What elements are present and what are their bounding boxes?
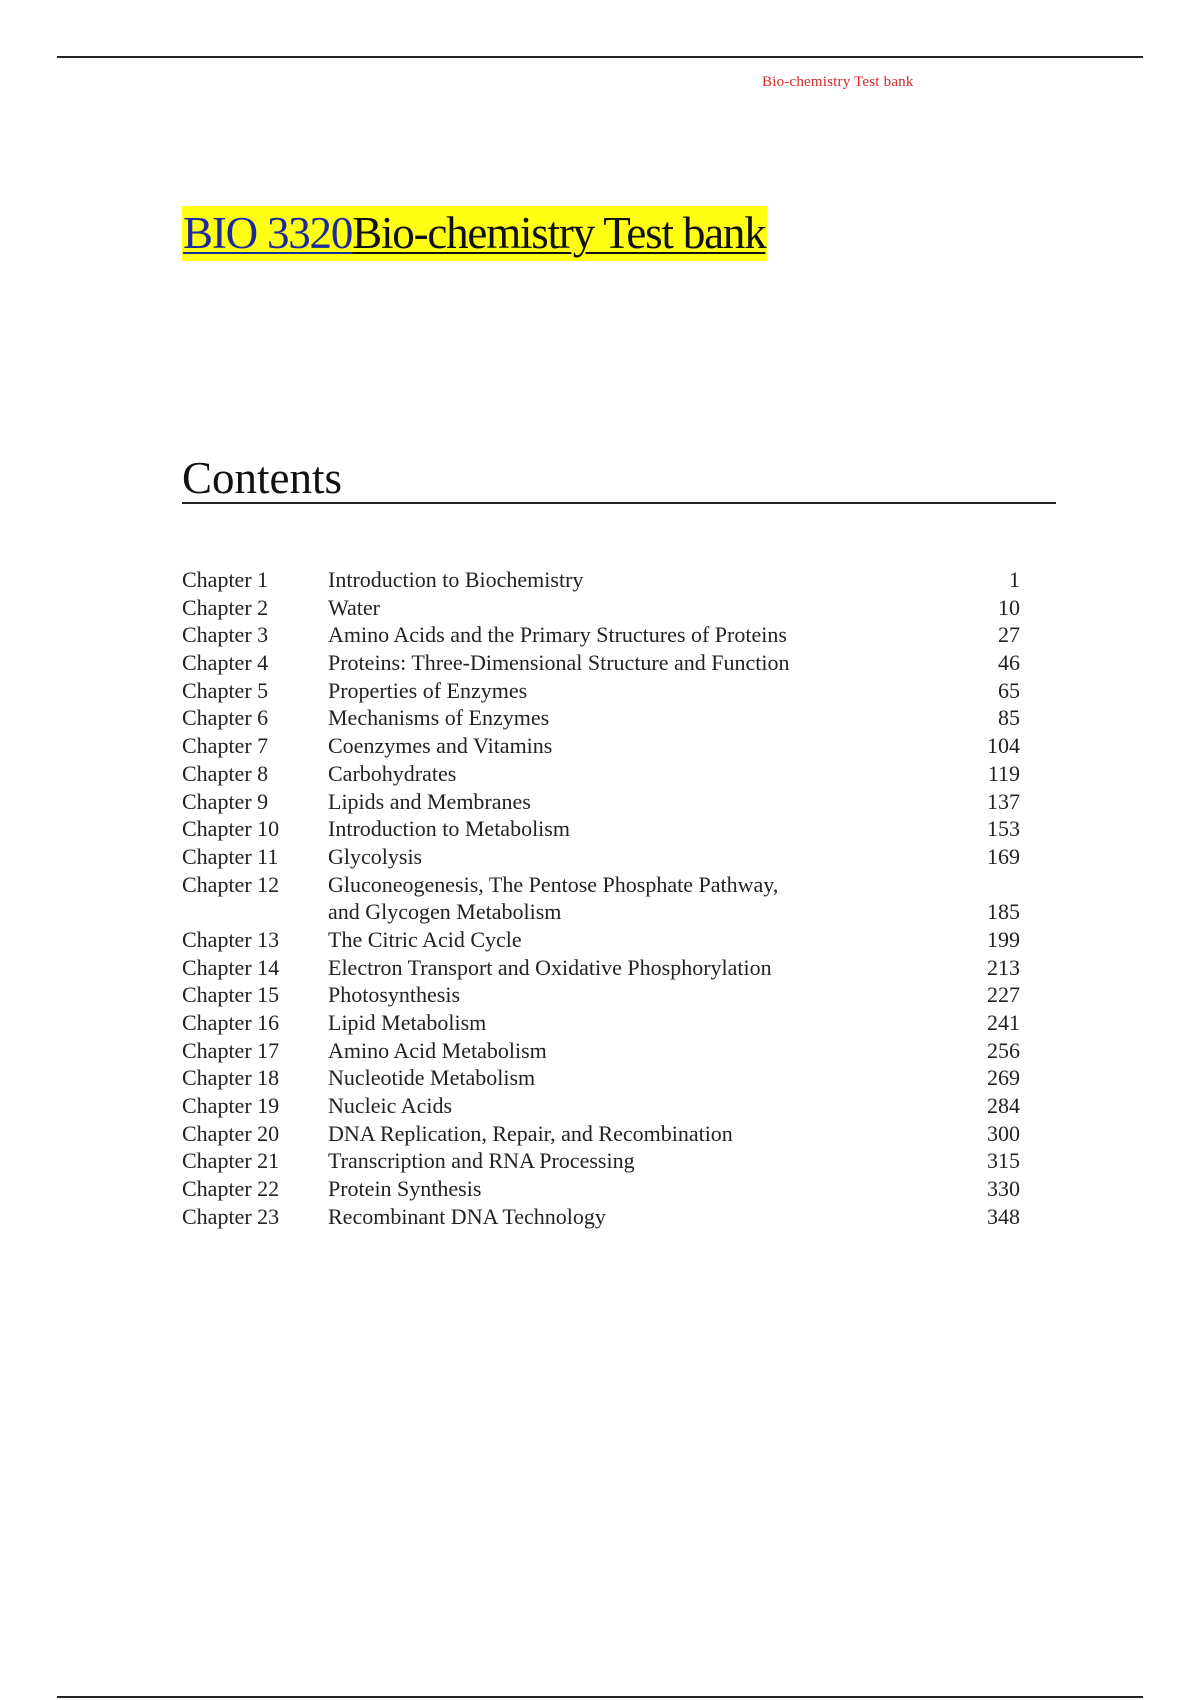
toc-title-line: Protein Synthesis: [328, 1176, 482, 1202]
toc-chapter-title: [328, 1175, 908, 1203]
toc-page-number: 46: [998, 650, 1020, 676]
toc-chapter-title: [328, 981, 908, 1009]
toc-chapter-label: Chapter 13: [182, 926, 280, 952]
toc-title-line: Gluconeogenesis, The Pentose Phosphate Pathway,: [328, 871, 779, 897]
toc-chapter-label: Chapter 18: [182, 1065, 280, 1091]
toc-page-number: 85: [998, 705, 1020, 731]
toc-chapter-title: [328, 566, 908, 594]
toc-page-number: 153: [987, 816, 1020, 842]
toc-entry[interactable]: [182, 1037, 1022, 1065]
toc-chapter-label: Chapter 6: [182, 705, 269, 731]
toc-chapter-title: [328, 1120, 908, 1148]
toc-entry[interactable]: [182, 1120, 1022, 1148]
toc-entry[interactable]: [182, 704, 1022, 732]
toc-title-line: Amino Acids and the Primary Structures of Proteins: [328, 622, 787, 648]
toc-chapter-title: [328, 843, 908, 871]
toc-chapter-label: Chapter 11: [182, 843, 279, 869]
toc-chapter-title: [328, 926, 908, 954]
toc-entry[interactable]: [182, 566, 1022, 594]
toc-title-line: Nucleic Acids: [328, 1093, 453, 1119]
toc-title-line: Water: [328, 594, 380, 620]
footer-rule: [57, 1696, 1143, 1698]
toc-page-number: 104: [987, 733, 1020, 759]
toc-chapter-title: [328, 649, 908, 677]
toc-page-number: 199: [987, 926, 1020, 952]
toc-chapter-title: [328, 677, 908, 705]
toc-chapter-label: Chapter 9: [182, 788, 269, 814]
toc-entry[interactable]: [182, 594, 1022, 622]
toc-chapter-label: Chapter 17: [182, 1037, 280, 1063]
toc-chapter-label: Chapter 4: [182, 650, 269, 676]
toc-chapter-title: [328, 954, 908, 982]
toc-title-line: Electron Transport and Oxidative Phosphorylation: [328, 954, 772, 980]
toc-title-line: Lipids and Membranes: [328, 788, 531, 814]
toc-entry[interactable]: [182, 871, 1022, 926]
toc-title-line: Introduction to Metabolism: [328, 816, 570, 842]
toc-chapter-title: [328, 815, 908, 843]
toc-entry[interactable]: [182, 1203, 1022, 1231]
toc-chapter-label: Chapter 23: [182, 1203, 280, 1229]
toc-entry[interactable]: [182, 1147, 1022, 1175]
toc-page-number: 65: [998, 677, 1020, 703]
toc-page-number: 269: [987, 1065, 1020, 1091]
toc-chapter-label: Chapter 15: [182, 982, 280, 1008]
toc-entry[interactable]: [182, 843, 1022, 871]
toc-page-number: 227: [987, 982, 1020, 1008]
toc-chapter-label: Chapter 21: [182, 1148, 280, 1174]
toc-chapter-title: [328, 1037, 908, 1065]
header-rule: [57, 56, 1143, 58]
title-text[interactable]: Bio-chemistry Test bank: [352, 208, 766, 258]
toc-page-number: 300: [987, 1120, 1020, 1146]
toc-entry[interactable]: [182, 1092, 1022, 1120]
toc-entry[interactable]: [182, 677, 1022, 705]
toc-chapter-title: [328, 594, 908, 622]
toc-chapter-label: Chapter 7: [182, 733, 269, 759]
toc-chapter-label: Chapter 8: [182, 760, 269, 786]
toc-entry[interactable]: [182, 760, 1022, 788]
toc-chapter-label: Chapter 19: [182, 1093, 280, 1119]
toc-entry[interactable]: [182, 732, 1022, 760]
toc-entry[interactable]: [182, 981, 1022, 1009]
table-of-contents: [182, 566, 1022, 1231]
toc-chapter-title: [328, 1064, 908, 1092]
toc-title-line: Mechanisms of Enzymes: [328, 705, 550, 731]
toc-page-number: 213: [987, 954, 1020, 980]
course-code[interactable]: BIO 3320: [183, 208, 353, 258]
toc-chapter-title: [328, 871, 908, 926]
contents-rule: [182, 502, 1056, 504]
toc-title-line: Transcription and RNA Processing: [328, 1148, 635, 1174]
toc-chapter-title: [328, 1203, 908, 1231]
toc-entry[interactable]: [182, 926, 1022, 954]
toc-page-number: 284: [987, 1093, 1020, 1119]
toc-page-number: 348: [987, 1203, 1020, 1229]
toc-entry[interactable]: [182, 815, 1022, 843]
toc-chapter-title: [328, 704, 908, 732]
toc-entry[interactable]: [182, 1009, 1022, 1037]
toc-entry[interactable]: [182, 788, 1022, 816]
toc-chapter-label: Chapter 12: [182, 871, 280, 897]
toc-title-line: Glycolysis: [328, 843, 423, 869]
toc-page-number: 330: [987, 1176, 1020, 1202]
toc-page-number: 137: [987, 788, 1020, 814]
toc-chapter-title: [328, 1009, 908, 1037]
toc-entry[interactable]: [182, 621, 1022, 649]
toc-chapter-label: Chapter 1: [182, 567, 269, 592]
toc-title-line: Recombinant DNA Technology: [328, 1203, 606, 1229]
toc-chapter-title: [328, 1147, 908, 1175]
toc-entry[interactable]: [182, 954, 1022, 982]
toc-chapter-label: Chapter 16: [182, 1010, 280, 1036]
toc-chapter-label: Chapter 20: [182, 1120, 280, 1146]
toc-title-line: Coenzymes and Vitamins: [328, 733, 553, 759]
toc-page-number: 315: [987, 1148, 1020, 1174]
toc-page-number: 27: [998, 622, 1020, 648]
contents-heading: Contents: [182, 453, 343, 503]
document-title: [182, 205, 767, 261]
toc-chapter-title: [328, 760, 908, 788]
toc-page-number: 10: [998, 594, 1020, 620]
toc-chapter-label: Chapter 10: [182, 816, 280, 842]
toc-chapter-title: [328, 1092, 908, 1120]
toc-title-line: and Glycogen Metabolism: [328, 899, 562, 925]
toc-chapter-label: Chapter 22: [182, 1176, 280, 1202]
toc-page-number: 169: [987, 843, 1020, 869]
toc-page-number: 1: [1009, 567, 1020, 592]
toc-title-line: DNA Replication, Repair, and Recombination: [328, 1120, 733, 1146]
toc-chapter-label: Chapter 5: [182, 677, 269, 703]
title-highlight: [182, 206, 767, 261]
toc-chapter-label: Chapter 3: [182, 622, 269, 648]
running-header: Bio-chemistry Test bank: [762, 74, 914, 90]
toc-page-number: 185: [987, 899, 1020, 925]
toc-title-line: Properties of Enzymes: [328, 677, 528, 703]
toc-entry[interactable]: [182, 649, 1022, 677]
toc-title-line: The Citric Acid Cycle: [328, 926, 522, 952]
toc-title-line: Introduction to Biochemistry: [328, 567, 584, 592]
toc-title-line: Lipid Metabolism: [328, 1010, 487, 1036]
toc-title-line: Carbohydrates: [328, 760, 457, 786]
toc-chapter-label: Chapter 14: [182, 954, 280, 980]
toc-entry[interactable]: [182, 1175, 1022, 1203]
toc-title-line: Nucleotide Metabolism: [328, 1065, 536, 1091]
toc-chapter-title: [328, 732, 908, 760]
toc-page-number: 119: [987, 760, 1020, 786]
toc-title-line: Photosynthesis: [328, 982, 461, 1008]
toc-page-number: 256: [987, 1037, 1020, 1063]
toc-chapter-title: [328, 621, 908, 649]
toc-entry[interactable]: [182, 1064, 1022, 1092]
toc-title-line: Proteins: Three-Dimensional Structure and Function: [328, 650, 790, 676]
toc-chapter-label: Chapter 2: [182, 594, 269, 620]
toc-title-line: Amino Acid Metabolism: [328, 1037, 547, 1063]
toc-chapter-title: [328, 788, 908, 816]
toc-page-number: 241: [987, 1010, 1020, 1036]
